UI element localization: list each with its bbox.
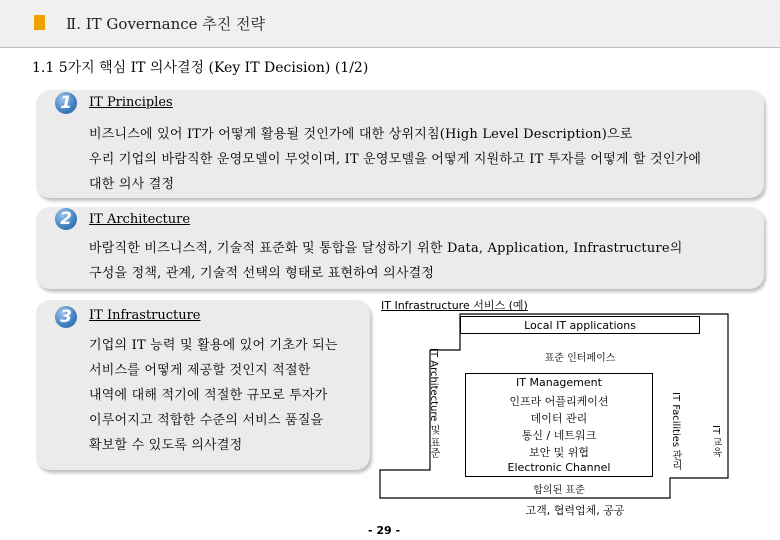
item-title: IT Architecture (89, 212, 191, 227)
section-title: 1.1 5가지 핵심 IT 의사결정 (Key IT Decision) (1/2) (32, 60, 369, 76)
page-title: Ⅱ. IT Governance 추진 전략 (66, 15, 266, 33)
item-text-line: 이루어지고 적합한 수준의 서비스 품질을 (89, 413, 324, 428)
page-number: - 29 - (368, 524, 401, 537)
core-service-item: 인프라 어플리케이션 (509, 395, 609, 408)
item-text-line: 확보할 수 있도록 의사결정 (89, 438, 243, 453)
header-divider (0, 47, 780, 48)
item-number-badge: 3 (55, 306, 77, 328)
item-number-badge: 1 (55, 92, 77, 114)
facilities-label: IT Facilities 관리 (670, 392, 681, 471)
item-text-line: 비즈니스에 있어 IT가 어떻게 활용될 것인가에 대한 상위지침(High Level Description)으로 (89, 127, 633, 142)
header-accent-square (34, 15, 45, 30)
core-service-item: 통신 / 네트워크 (521, 429, 597, 442)
item-text-line: 서비스를 어떻게 제공할 것인지 적절한 (89, 363, 311, 378)
item-text-line: 내역에 대해 적기에 적절한 규모로 투자가 (89, 388, 328, 403)
item-number-badge: 2 (55, 208, 77, 230)
core-service-item: Electronic Channel (507, 461, 611, 474)
core-service-item: 보안 및 위협 (528, 446, 590, 459)
education-label: IT 교육 (710, 425, 721, 458)
item-text-line: 구성을 정책, 관계, 기술적 선택의 형태로 표현하여 의사결정 (89, 266, 435, 281)
item-text-line: 우리 기업의 바람직한 운영모델이 무엇이며, IT 운영모델을 어떻게 지원하고 IT 투자를 어떻게 할 것인가에 (89, 152, 702, 167)
core-service-item: 데이터 관리 (530, 412, 588, 425)
core-service-item: IT Management (516, 376, 602, 389)
item-text-line: 대한 의사 결정 (89, 177, 175, 192)
item-text-line: 기업의 IT 능력 및 활용에 있어 기초가 되는 (89, 338, 338, 353)
diagram-caption: IT Infrastructure 서비스 (예) (381, 299, 528, 312)
agreed-standard-label: 합의된 표준 (533, 485, 585, 496)
item-text-line: 바람직한 비즈니스적, 기술적 표준화 및 통합을 달성하기 위한 Data, Application, Infrastructure의 (89, 241, 683, 256)
item-title: IT Infrastructure (89, 308, 201, 323)
local-apps-box: Local IT applications (460, 316, 700, 334)
std-interface-label: 표준 인터페이스 (544, 353, 616, 364)
stakeholders-label: 고객, 협력업체, 공공 (525, 504, 625, 517)
architecture-label: IT Architecture 및 표준 (428, 348, 439, 458)
item-title: IT Principles (89, 95, 173, 110)
